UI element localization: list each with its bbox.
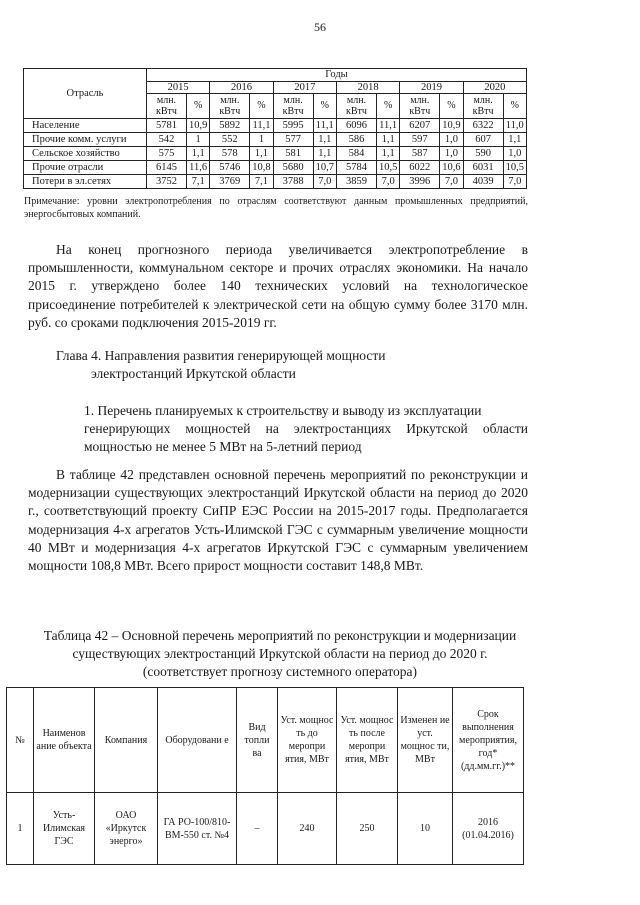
cell-percent: 1,0 <box>440 133 463 147</box>
row-label: Потери в эл.сетях <box>24 175 147 189</box>
deadline-year: 2016 <box>478 816 498 828</box>
cell-value: 3769 <box>210 175 250 189</box>
unit-value-header: млн. кВтч <box>463 94 503 119</box>
col-deadline: Срок выполнения мероприятия, год* (дд.мм.гг.)** <box>453 688 524 793</box>
cell-value: 6031 <box>463 161 503 175</box>
year-header: 2018 <box>336 81 399 94</box>
unit-value-header: млн. кВтч <box>400 94 440 119</box>
table-row <box>24 147 527 161</box>
cell-percent: 10,9 <box>186 119 209 133</box>
col-fuel: Вид топли ва <box>237 688 278 793</box>
cell-percent: 10,5 <box>503 161 526 175</box>
cell-percent: 1,1 <box>376 147 399 161</box>
chapter-heading <box>56 347 386 383</box>
consumption-table <box>23 68 527 189</box>
cell-percent: 7,1 <box>186 175 209 189</box>
year-header: 2015 <box>147 81 210 94</box>
cell-value: 5995 <box>273 119 313 133</box>
cell-company: ОАО «Иркутск энерго» <box>95 793 158 865</box>
industry-header: Отрасль <box>24 69 147 119</box>
cell-percent: 1,1 <box>313 133 336 147</box>
year-header: 2020 <box>463 81 526 94</box>
cell-value: 3996 <box>400 175 440 189</box>
row-label: Прочие комм. услуги <box>24 133 147 147</box>
consumption-table-body <box>24 119 527 189</box>
cell-value: 3859 <box>336 175 376 189</box>
cell-value: 6145 <box>147 161 187 175</box>
chapter-heading-line2: электростанций Иркутской области <box>91 366 296 381</box>
cell-percent: 10,9 <box>440 119 463 133</box>
cell-percent: 7,0 <box>376 175 399 189</box>
deadline-date: (01.04.2016) <box>462 829 514 841</box>
row-label: Прочие отрасли <box>24 161 147 175</box>
paragraph-1 <box>28 241 528 332</box>
years-header: Годы <box>147 69 527 82</box>
unit-value-header: млн. кВтч <box>147 94 187 119</box>
unit-pct-header: % <box>250 94 273 119</box>
year-header: 2016 <box>210 81 273 94</box>
cell-percent: 1,1 <box>376 133 399 147</box>
unit-value-header: млн. кВтч <box>210 94 250 119</box>
cell-percent: 1,1 <box>313 147 336 161</box>
unit-pct-header: % <box>186 94 209 119</box>
cell-percent: 10,7 <box>313 161 336 175</box>
cell-percent: 11,1 <box>250 119 273 133</box>
section-heading-line1: 1. Перечень планируемых к строительству и выводу из эксплуатации <box>84 403 482 418</box>
cell-value: 3752 <box>147 175 187 189</box>
year-header: 2017 <box>273 81 336 94</box>
cell-value: 542 <box>147 133 187 147</box>
cell-value: 6022 <box>400 161 440 175</box>
cell-percent: 1,0 <box>440 147 463 161</box>
paragraph-2-text: В таблице 42 представлен основной перечень мероприятий по реконструкции и модернизации существующих электростанций Иркутской области на период до 2020 г., соответствующий проекту СиПР ЕЭС России на 2015-2017 годы. Предполагается модернизация 4-х агрегатов Усть-Илимской ГЭС с суммарным увеличение мощности 40 МВт и модернизация 4-х агрегатов Иркутской ГЭС с суммарным увеличением мощности 108,8 МВт. Всего прирост мощности составит 148,8 МВт. <box>28 467 528 574</box>
cell-cap-after: 250 <box>337 793 398 865</box>
cell-percent: 7,1 <box>250 175 273 189</box>
unit-pct-header: % <box>440 94 463 119</box>
cell-value: 581 <box>273 147 313 161</box>
unit-pct-header: % <box>313 94 336 119</box>
table-42-caption: Таблица 42 – Основной перечень мероприятий по реконструкции и модернизации существующих электростанций Иркутской области на период до 2020 г. (соответствует прогнозу системного оператора) <box>43 628 517 680</box>
cell-percent: 1 <box>186 133 209 147</box>
cell-percent: 11,0 <box>503 119 526 133</box>
col-company: Компания <box>95 688 158 793</box>
cell-percent: 1 <box>250 133 273 147</box>
col-cap-before: Уст. мощнос ть до меропри ятия, МВт <box>278 688 337 793</box>
cell-change: 10 <box>398 793 453 865</box>
cell-value: 597 <box>400 133 440 147</box>
section-heading-rest: генерирующих мощностей на электростанциях Иркутской области мощностью не менее 5 МВт на 5-летний период <box>84 421 528 455</box>
table-row <box>24 161 527 175</box>
table-row <box>24 119 527 133</box>
cell-value: 5781 <box>147 119 187 133</box>
cell-percent: 10,6 <box>440 161 463 175</box>
section-heading <box>84 402 528 457</box>
cell-deadline <box>453 793 524 865</box>
cell-value: 587 <box>400 147 440 161</box>
cell-percent: 7,0 <box>313 175 336 189</box>
unit-value-header: млн. кВтч <box>336 94 376 119</box>
unit-pct-header: % <box>503 94 526 119</box>
table-42 <box>6 687 524 865</box>
cell-percent: 1,1 <box>503 133 526 147</box>
col-cap-after: Уст. мощнос ть после меропри ятия, МВт <box>337 688 398 793</box>
cell-value: 3788 <box>273 175 313 189</box>
cell-value: 552 <box>210 133 250 147</box>
cell-percent: 7,0 <box>440 175 463 189</box>
cell-value: 4039 <box>463 175 503 189</box>
cell-value: 575 <box>147 147 187 161</box>
cell-value: 607 <box>463 133 503 147</box>
chapter-heading-line1: Глава 4. Направления развития генерирующей мощности <box>56 348 386 363</box>
unit-value-header: млн. кВтч <box>273 94 313 119</box>
col-num: № <box>7 688 34 793</box>
cell-name: Усть-Илимская ГЭС <box>34 793 95 865</box>
cell-value: 6322 <box>463 119 503 133</box>
cell-fuel: – <box>237 793 278 865</box>
cell-value: 5784 <box>336 161 376 175</box>
cell-value: 5892 <box>210 119 250 133</box>
paragraph-1-text: На конец прогнозного периода увеличивается электропотребление в промышленности, коммунальном секторе и прочих отраслях экономики. На начало 2015 г. утверждено более 140 технических условий на технологическое присоединение потребителей к электрической сети на общую сумму более 3170 млн. руб. со сроками подключения 2015-2019 гг. <box>28 242 528 330</box>
table-row <box>24 175 527 189</box>
cell-percent: 1,1 <box>186 147 209 161</box>
cell-percent: 1,1 <box>250 147 273 161</box>
cell-percent: 10,5 <box>376 161 399 175</box>
paragraph-2 <box>28 466 528 575</box>
cell-cap-before: 240 <box>278 793 337 865</box>
col-equipment: Оборудовани е <box>158 688 237 793</box>
cell-value: 6096 <box>336 119 376 133</box>
cell-value: 5680 <box>273 161 313 175</box>
cell-value: 586 <box>336 133 376 147</box>
col-name: Наименов ание объекта <box>34 688 95 793</box>
cell-value: 590 <box>463 147 503 161</box>
unit-pct-header: % <box>376 94 399 119</box>
col-change: Изменен ие уст. мощнос ти, МВт <box>398 688 453 793</box>
cell-value: 6207 <box>400 119 440 133</box>
year-header: 2019 <box>400 81 463 94</box>
cell-percent: 11,1 <box>376 119 399 133</box>
cell-percent: 11,6 <box>186 161 209 175</box>
cell-value: 584 <box>336 147 376 161</box>
cell-equipment: ГА РО-100/810-ВМ-550 ст. №4 <box>158 793 237 865</box>
cell-value: 5746 <box>210 161 250 175</box>
row-label: Население <box>24 119 147 133</box>
table-note: Примечание: уровни электропотребления по отраслям соответствуют данным промышленных предприятий, энергосбытовых компаний. <box>24 196 528 220</box>
cell-percent: 11,1 <box>313 119 336 133</box>
cell-percent: 10,8 <box>250 161 273 175</box>
cell-percent: 1,0 <box>503 147 526 161</box>
row-label: Сельское хозяйство <box>24 147 147 161</box>
table-row <box>24 133 527 147</box>
cell-percent: 7,0 <box>503 175 526 189</box>
table-row <box>7 793 524 865</box>
cell-value: 577 <box>273 133 313 147</box>
page-number: 56 <box>314 20 326 34</box>
cell-num: 1 <box>7 793 34 865</box>
cell-value: 578 <box>210 147 250 161</box>
